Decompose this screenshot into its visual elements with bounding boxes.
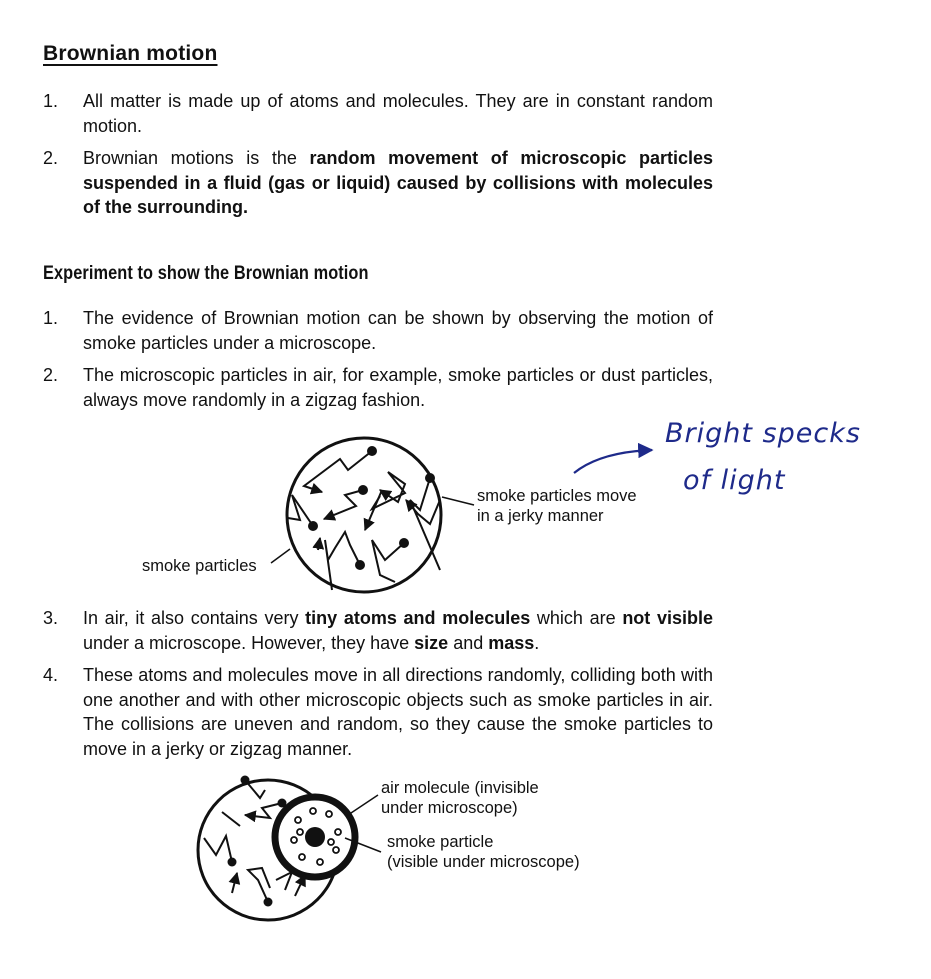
body-text: which are [530,608,623,628]
body-text: The microscopic particles in air, for example, smoke particles or dust particles, always move randomly in a zigzag fashion. [83,365,713,410]
handwritten-note-line1: Bright specks [665,418,861,449]
page-title: Brownian motion [43,42,218,65]
handwritten-note-line2: of light [683,465,786,496]
list-text [83,663,713,761]
body-text: In air, it also contains very [83,608,306,628]
list-number: 1. [43,91,59,111]
emphasis-text: size [414,632,449,653]
brownian-diagram-2 [198,776,381,921]
label-line: (visible under microscope) [387,853,580,871]
emphasis-text: mass [488,632,535,653]
list-number: 2. [43,148,59,168]
section-heading: Experiment to show the Brownian motion [43,263,369,284]
list-number: 1. [43,308,59,328]
label-line: in a jerky manner [477,507,604,525]
emphasis-text: random movement of microscopic particles suspended in a fluid (gas or liquid) caused by collisions with molecules of the surrounding. [83,148,714,217]
diagram1-label-left: smoke particles [142,557,257,575]
label-line: smoke particle [387,833,494,851]
diagram1-label-right [477,486,637,526]
diagram2-label-smoke-particle [387,832,580,872]
label-line: under microscope) [381,799,518,817]
body-text: The evidence of Brownian motion can be shown by observing the motion of smoke particles under a microscope. [83,308,713,353]
list-number: 2. [43,365,59,385]
label-line: smoke particles move [477,487,637,505]
list-number: 3. [43,608,59,628]
list-number: 4. [43,665,59,685]
body-text: All matter is made up of atoms and molecules. They are in constant random motion. [83,91,713,136]
list-item [43,663,713,763]
body-text: and [448,632,489,653]
label-line: air molecule (invisible [381,779,539,797]
list-text [83,606,713,655]
body-text: . [534,632,540,653]
body-text: under a microscope. However, they have [83,632,415,653]
list-item [43,606,713,656]
diagram2-label-air-molecule [381,778,539,818]
body-text: These atoms and molecules move in all directions randomly, colliding both with one another and with other microscopic objects such as smoke particles in air. The collisions are uneven and random, so they cause the smoke particles to move in a jerky or zigzag manner. [83,665,713,759]
body-text: Brownian motions is the [83,148,310,168]
emphasis-text: tiny atoms and molecules [305,608,531,628]
emphasis-text: not visible [622,608,714,628]
